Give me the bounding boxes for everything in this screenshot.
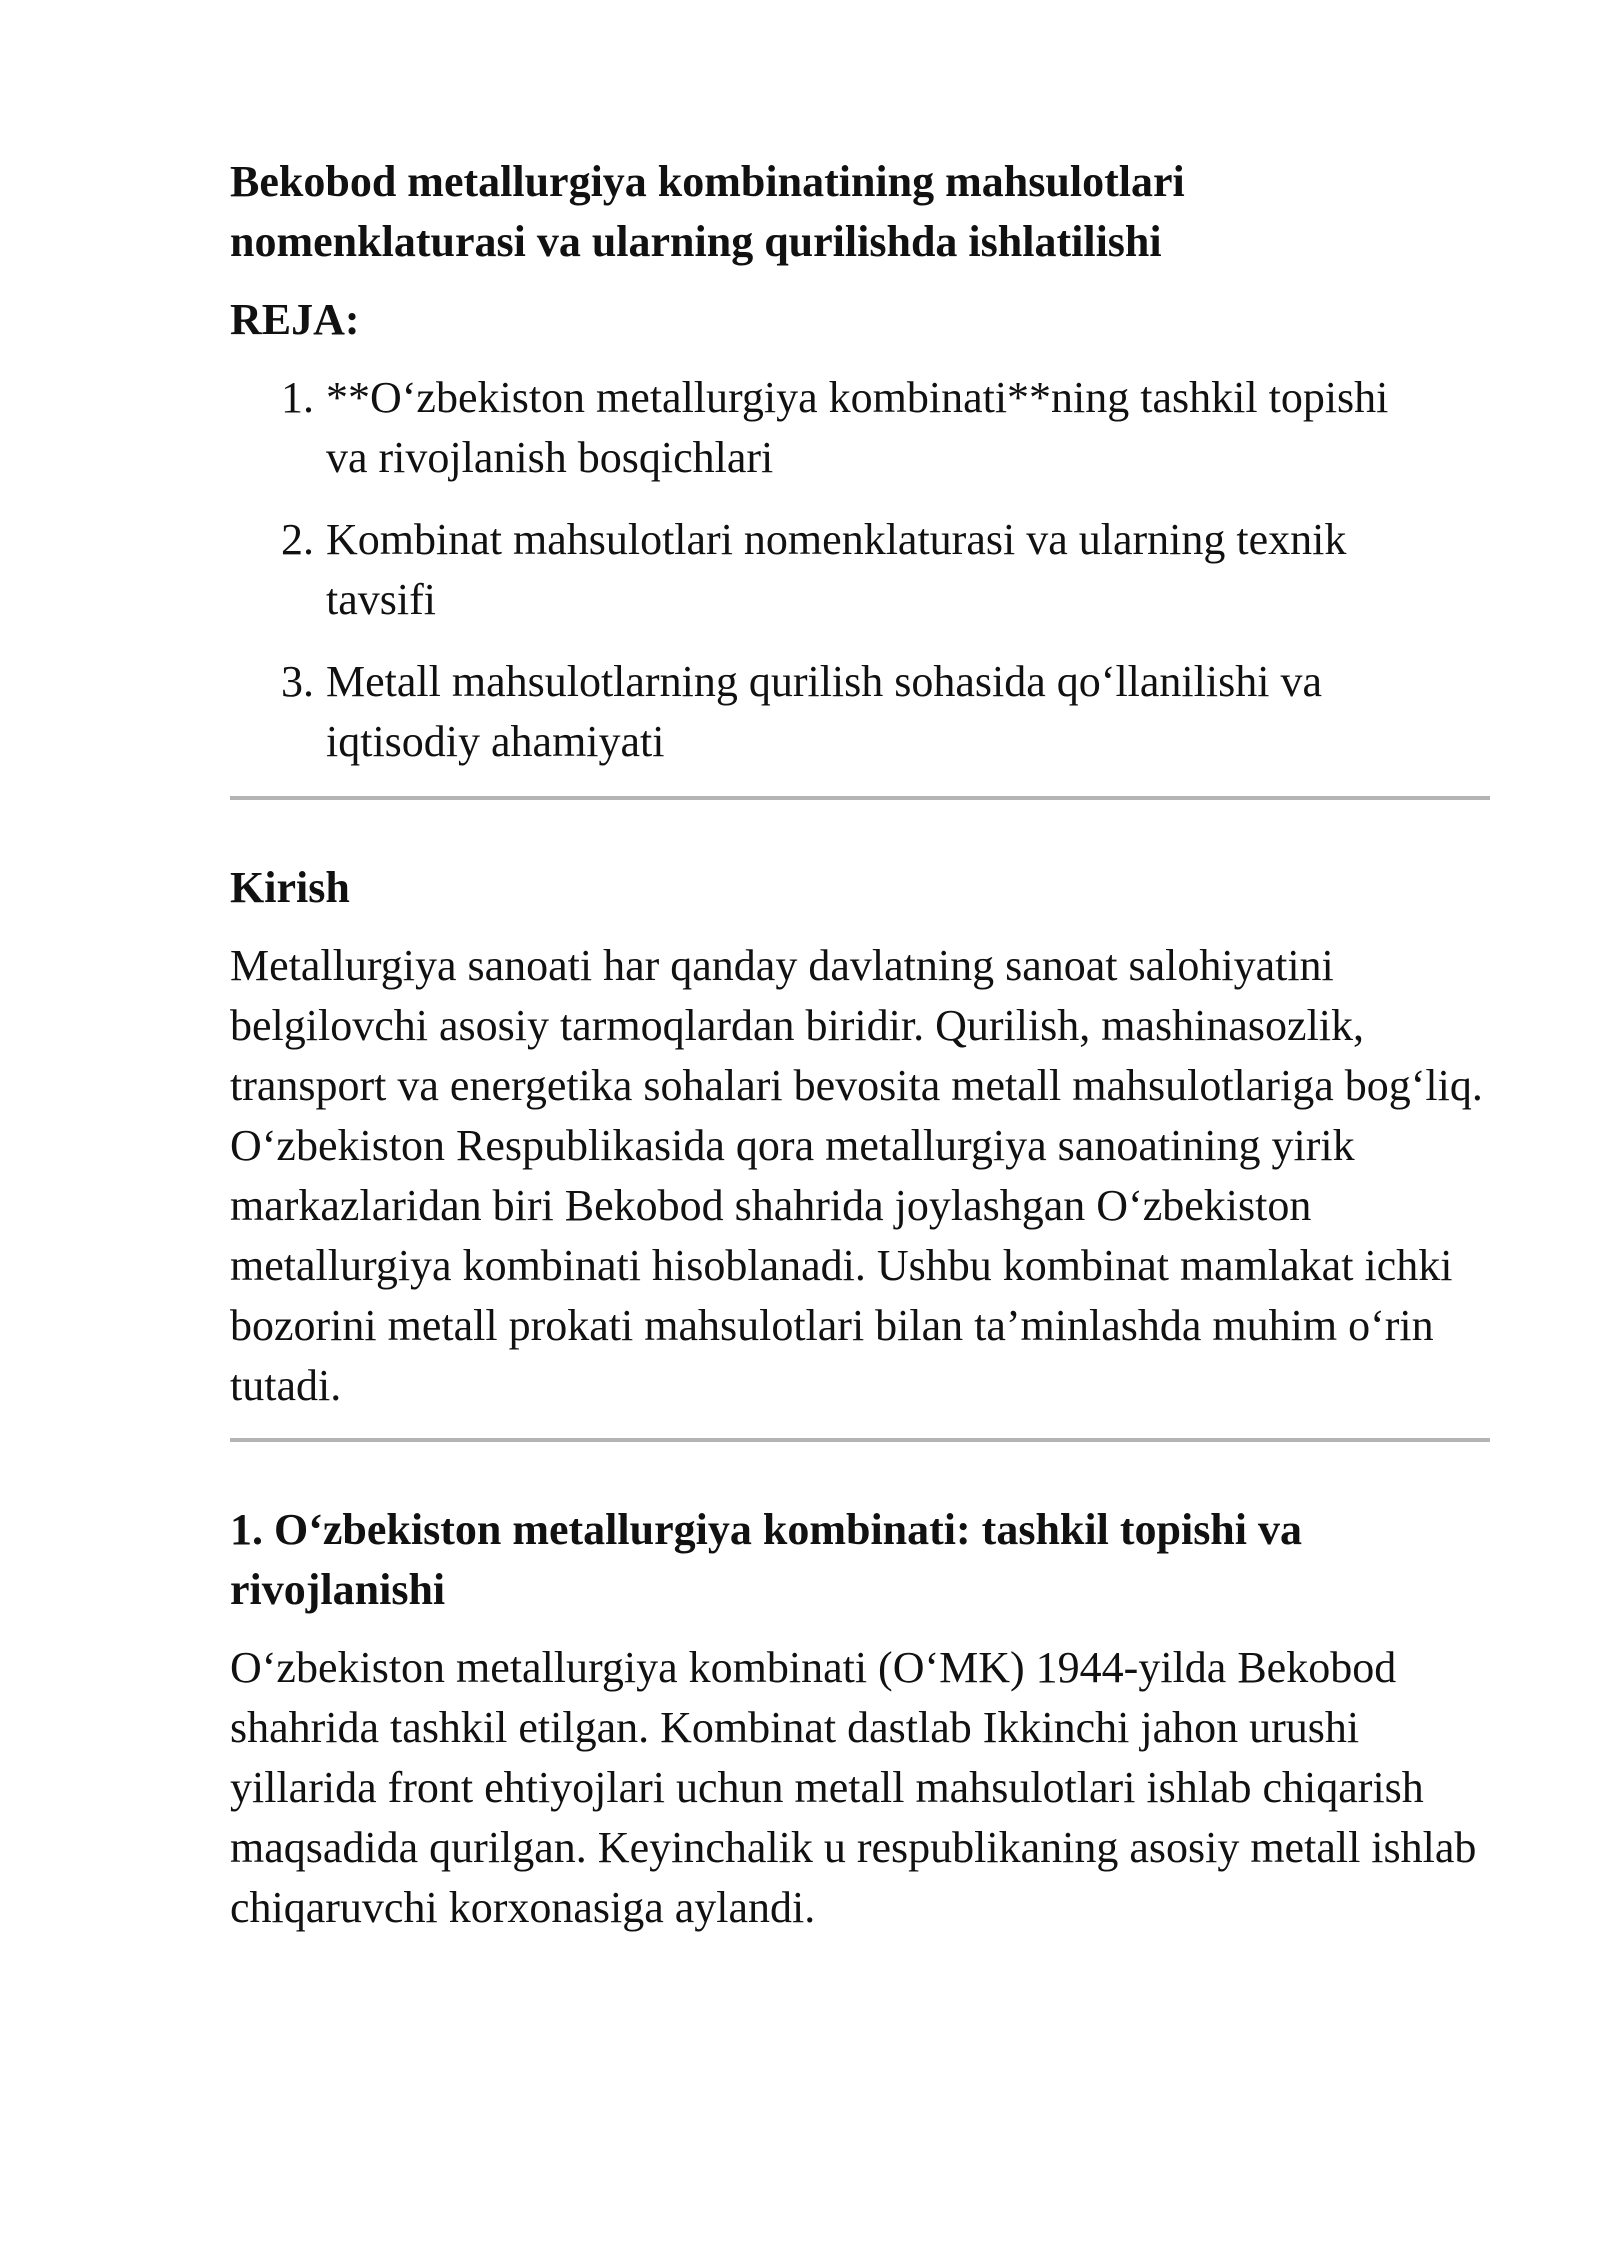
plan-item-text: Kombinat mahsulotlari nomenklaturasi va ularning texnik tavsifi bbox=[326, 515, 1347, 624]
intro-paragraph: Metallurgiya sanoati har qanday davlatning sanoat salohiyatini belgilovchi asosiy tarmoqlardan biridir. Qurilish, mashinasozlik, transport va energetika sohalari bevosita metall mahsulotlariga bog‘liq. O‘zbekiston Respublikasida qora metallurgiya sanoatining yirik markazlaridan biri Bekobod shahrida joylashgan O‘zbekiston metallurgiya kombinati hisoblanadi. Ushbu kombinat mamlakat ichki bozorini metall prokati mahsulotlari bilan ta’minlashda muhim o‘rin tutadi. bbox=[230, 941, 1483, 1410]
plan-item-number: 3. bbox=[281, 657, 314, 706]
plan-item-text: Metall mahsulotlarning qurilish sohasida qo‘llanilishi va iqtisodiy ahamiyati bbox=[326, 657, 1322, 766]
section-1-heading: 1. O‘zbekiston metallurgiya kombinati: tashkil topishi va rivojlanishi bbox=[230, 1505, 1303, 1614]
plan-item-number: 1. bbox=[281, 373, 314, 422]
section-1-paragraph: O‘zbekiston metallurgiya kombinati (O‘MK) 1944-yilda Bekobod shahrida tashkil etilgan. Kombinat dastlab Ikkinchi jahon urushi yillarida front ehtiyojlari uchun metall mahsulotlari ishlab chiqarish maqsadida qurilgan. Keyinchalik u respublikaning asosiy metall ishlab chiqaruvchi korxonasiga aylandi. bbox=[230, 1643, 1477, 1932]
plan-item-number: 2. bbox=[281, 515, 314, 564]
plan-list bbox=[230, 368, 1490, 772]
plan-item bbox=[230, 652, 1490, 772]
intro-heading: Kirish bbox=[230, 863, 350, 912]
plan-item bbox=[230, 368, 1490, 488]
plan-item bbox=[230, 510, 1490, 630]
section-divider bbox=[230, 1438, 1490, 1442]
section-divider bbox=[230, 796, 1490, 800]
document-page bbox=[230, 152, 1490, 1938]
document-title: Bekobod metallurgiya kombinatining mahsulotlari nomenklaturasi va ularning qurilishda ishlatilishi bbox=[230, 157, 1185, 266]
plan-item-text: **O‘zbekiston metallurgiya kombinati**ning tashkil topishi va rivojlanish bosqichlari bbox=[326, 373, 1389, 482]
plan-heading: REJA: bbox=[230, 295, 360, 344]
